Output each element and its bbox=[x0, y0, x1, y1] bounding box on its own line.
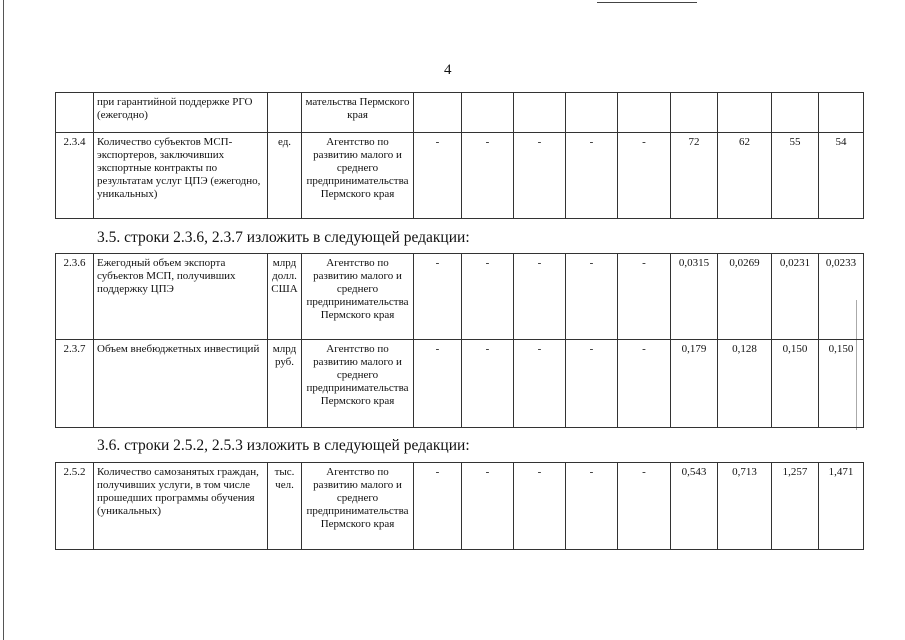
value-cell bbox=[772, 93, 819, 133]
value-cell: 0,0269 bbox=[718, 254, 772, 340]
section-heading-3-6: 3.6. строки 2.5.2, 2.5.3 изложить в следующей редакции: bbox=[97, 437, 470, 454]
responsible-cell: Агентство по развитию малого и среднего предпринимательства Пермского края bbox=[302, 254, 414, 340]
value-cell: - bbox=[414, 463, 462, 550]
value-cell bbox=[618, 93, 671, 133]
value-cell: - bbox=[462, 463, 514, 550]
responsible-cell: Агентство по развитию малого и среднего предпринимательства Пермского края bbox=[302, 463, 414, 550]
value-cell bbox=[718, 93, 772, 133]
row-number: 2.3.6 bbox=[56, 254, 94, 340]
value-cell: 54 bbox=[819, 133, 864, 219]
unit-cell: ед. bbox=[268, 133, 302, 219]
value-cell: - bbox=[514, 463, 566, 550]
indicator-name: Количество самозанятых граждан, получивших услуги, в том числе прошедших программы обучения (уникальных) bbox=[94, 463, 268, 550]
value-cell: - bbox=[618, 340, 671, 428]
indicator-table-1 bbox=[55, 92, 864, 219]
value-cell: 1,257 bbox=[772, 463, 819, 550]
unit-cell: млрд долл. США bbox=[268, 254, 302, 340]
value-cell: 72 bbox=[671, 133, 718, 219]
value-cell bbox=[514, 93, 566, 133]
row-number bbox=[56, 93, 94, 133]
value-cell: 0,543 bbox=[671, 463, 718, 550]
value-cell: 62 bbox=[718, 133, 772, 219]
value-cell: - bbox=[462, 133, 514, 219]
value-cell: 0,128 bbox=[718, 340, 772, 428]
value-cell: 0,179 bbox=[671, 340, 718, 428]
value-cell: 55 bbox=[772, 133, 819, 219]
value-cell: - bbox=[414, 340, 462, 428]
header-rule bbox=[597, 2, 697, 3]
row-number: 2.3.4 bbox=[56, 133, 94, 219]
value-cell: - bbox=[414, 133, 462, 219]
table-row bbox=[56, 463, 864, 550]
value-cell: - bbox=[566, 463, 618, 550]
value-cell: - bbox=[618, 254, 671, 340]
page-edge-line bbox=[3, 0, 4, 640]
table-row bbox=[56, 340, 864, 428]
value-cell: - bbox=[618, 133, 671, 219]
value-cell: 1,471 bbox=[819, 463, 864, 550]
value-cell bbox=[819, 93, 864, 133]
responsible-cell: Агентство по развитию малого и среднего предпринимательства Пермского края bbox=[302, 340, 414, 428]
value-cell: - bbox=[566, 133, 618, 219]
value-cell bbox=[462, 93, 514, 133]
table-row bbox=[56, 133, 864, 219]
row-number: 2.5.2 bbox=[56, 463, 94, 550]
value-cell: 0,0231 bbox=[772, 254, 819, 340]
indicator-name: при гарантийной поддержке РГО (ежегодно) bbox=[94, 93, 268, 133]
indicator-name: Объем внебюджетных инвестиций bbox=[94, 340, 268, 428]
indicator-table-2 bbox=[55, 253, 864, 428]
unit-cell: млрд руб. bbox=[268, 340, 302, 428]
page-number: 4 bbox=[444, 62, 452, 78]
value-cell bbox=[566, 93, 618, 133]
value-cell: 0,150 bbox=[772, 340, 819, 428]
value-cell: 0,0315 bbox=[671, 254, 718, 340]
value-cell: 0,0233 bbox=[819, 254, 864, 340]
value-cell bbox=[671, 93, 718, 133]
value-cell: - bbox=[514, 133, 566, 219]
table-row bbox=[56, 254, 864, 340]
value-cell: - bbox=[462, 340, 514, 428]
value-cell: - bbox=[462, 254, 514, 340]
value-cell: - bbox=[414, 254, 462, 340]
value-cell: - bbox=[566, 254, 618, 340]
section-heading-3-5: 3.5. строки 2.3.6, 2.3.7 изложить в следующей редакции: bbox=[97, 229, 470, 246]
value-cell bbox=[414, 93, 462, 133]
responsible-cell: мательства Пермского края bbox=[302, 93, 414, 133]
unit-cell bbox=[268, 93, 302, 133]
responsible-cell: Агентство по развитию малого и среднего предпринимательства Пермского края bbox=[302, 133, 414, 219]
value-cell: - bbox=[618, 463, 671, 550]
value-cell: - bbox=[514, 254, 566, 340]
unit-cell: тыс. чел. bbox=[268, 463, 302, 550]
indicator-name: Количество субъектов МСП-экспортеров, заключивших экспортные контракты по результатам услуг ЦПЭ (ежегодно, уникальных) bbox=[94, 133, 268, 219]
indicator-table-3 bbox=[55, 462, 864, 550]
value-cell: - bbox=[514, 340, 566, 428]
value-cell: 0,713 bbox=[718, 463, 772, 550]
table-row bbox=[56, 93, 864, 133]
indicator-name: Ежегодный объем экспорта субъектов МСП, получивших поддержку ЦПЭ bbox=[94, 254, 268, 340]
value-cell: - bbox=[566, 340, 618, 428]
row-number: 2.3.7 bbox=[56, 340, 94, 428]
value-cell: 0,150 bbox=[819, 340, 864, 428]
